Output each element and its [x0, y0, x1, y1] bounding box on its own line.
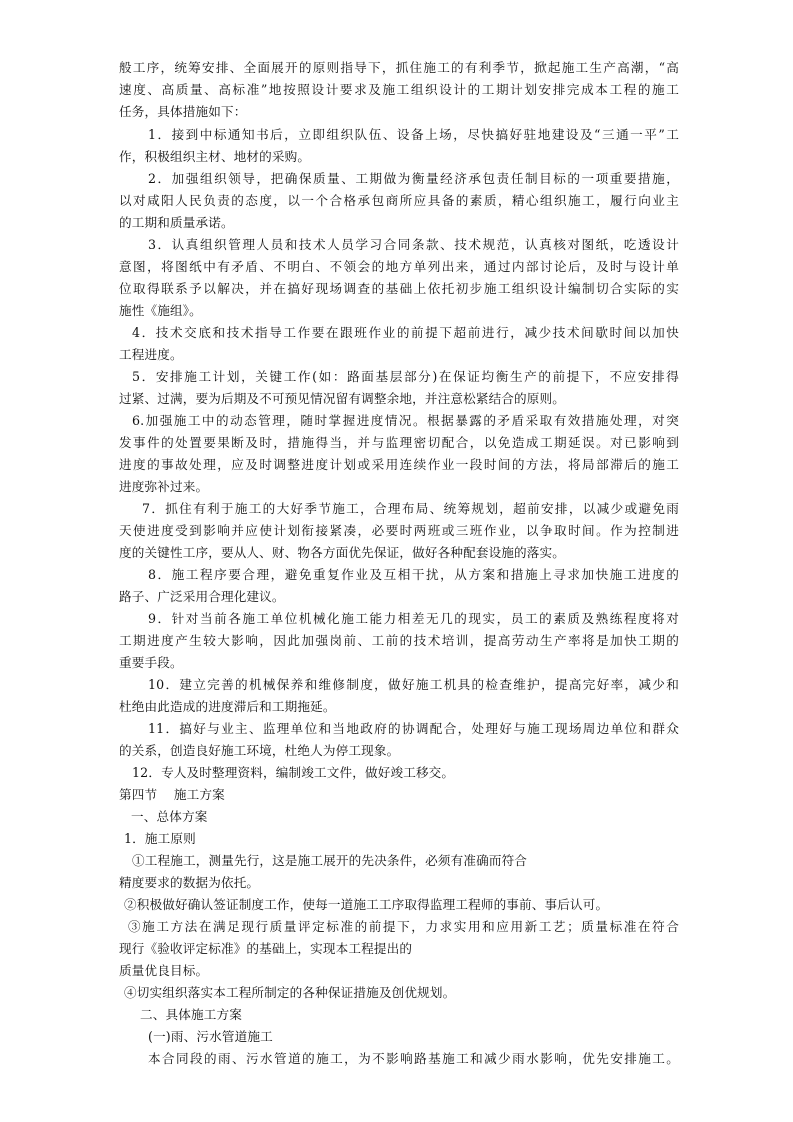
text-line: 9．针对当前各施工单位机械化施工能力相差无几的现实，员工的素质及熟练程度将对	[148, 611, 679, 626]
text-line: 12．专人及时整理资料，编制竣工文件，做好竣工移交。	[132, 765, 455, 780]
subsection-heading: 一、总体方案	[131, 809, 208, 824]
text-line: 工程进度。	[119, 347, 183, 362]
text-line: 精度要求的数据为依托。	[119, 875, 260, 890]
text-line: 1．施工原则	[124, 831, 196, 846]
text-line: 发事件的处置要果断及时，措施得当，并与监理密切配合，以免造成工期延误。对已影响到	[119, 435, 679, 450]
text-line: 般工序，统筹安排、全面展开的原则指导下，抓住施工的有利季节，掀起施工生产高潮，“高	[119, 60, 679, 75]
text-line: 8．施工程序要合理，避免重复作业及互相干扰，从方案和措施上寻求加快施工进度的	[148, 567, 679, 582]
text-line: 任务，具体措施如下：	[119, 104, 247, 119]
text-line: 天使进度受到影响并应使计划衔接紧凑，必要时两班或三班作业，以争取时间。作为控制进	[119, 523, 679, 538]
text-line: 进度弥补过来。	[119, 479, 209, 494]
section-heading: 第四节 施工方案	[119, 787, 225, 802]
text-line: 施性《施组》。	[119, 303, 202, 318]
text-line: 本合同段的雨、污水管道的施工，为不影响路基施工和减少雨水影响，优先安排施工。	[148, 1051, 679, 1066]
subsection-heading: (一)雨、污水管道施工	[148, 1029, 273, 1044]
text-line: 3．认真组织管理人员和技术人员学习合同条款、技术规范，认真核对图纸，吃透设计	[148, 237, 679, 252]
text-line: 6.加强施工中的动态管理，随时掌握进度情况。根据暴露的矛盾采取有效措施处理，对突	[132, 413, 679, 428]
text-line: ④切实组织落实本工程所制定的各种保证措施及创优规划。	[124, 985, 456, 1000]
text-line: 10．建立完善的机械保养和维修制度，做好施工机具的检查维护，提高完好率，减少和	[148, 677, 679, 692]
text-line: 以对咸阳人民负责的态度，以一个合格承包商所应具备的素质，精心组织施工，履行向业主	[119, 193, 679, 208]
text-line: 2．加强组织领导，把确保质量、工期做为衡量经济承包责任制目标的一项重要措施，	[148, 171, 679, 186]
text-line: 11．搞好与业主、监理单位和当地政府的协调配合，处理好与施工现场周边单位和群众	[148, 721, 679, 736]
text-line: 工期进度产生较大影响，因此加强岗前、工前的技术培训，提高劳动生产率将是加快工期的	[119, 633, 679, 648]
text-line: 现行《验收评定标准》的基础上，实现本工程提出的	[119, 941, 413, 956]
text-line: 杜绝由此造成的进度滞后和工期拖延。	[119, 699, 336, 714]
text-line: 作，积极组织主材、地材的采购。	[119, 149, 311, 164]
text-line: ③施工方法在满足现行质量评定标准的前提下，力求实用和应用新工艺；质量标准在符合	[128, 919, 679, 934]
subsection-heading: 二、具体施工方案	[140, 1007, 242, 1022]
text-line: 过紧、过满，要为后期及不可预见情况留有调整余地，并注意松紧结合的原则。	[119, 391, 566, 406]
text-line: 进度的事故处理，应及时调整进度计划或采用连续作业一段时间的方法，将局部滞后的施工	[119, 457, 679, 472]
text-line: 质量优良目标。	[119, 963, 209, 978]
text-line: ①工程施工，测量先行，这是施工展开的先决条件，必须有准确而符合	[132, 853, 528, 868]
text-line: 4．技术交底和技术指导工作要在跟班作业的前提下超前进行，减少技术间歇时间以加快	[132, 325, 679, 340]
text-line: 的工期和质量承诺。	[119, 215, 234, 230]
text-line: 位取得联系予以解决，并在搞好现场调查的基础上依托初步施工组织设计编制切合实际的实	[119, 281, 679, 296]
text-line: 1．接到中标通知书后，立即组织队伍、设备上场，尽快搞好驻地建设及“三通一平”工	[148, 127, 679, 142]
text-line: 重要手段。	[119, 655, 183, 670]
text-line: 5．安排施工计划，关键工作(如：路面基层部分)在保证均衡生产的前提下，不应安排得	[132, 369, 679, 384]
text-line: 意图，将图纸中有矛盾、不明白、不领会的地方单列出来，通过内部讨论后，及时与设计单	[119, 259, 679, 274]
text-line: ②积极做好确认签证制度工作，使每一道施工工序取得监理工程师的事前、事后认可。	[124, 897, 609, 912]
text-line: 度的关键性工序，要从人、财、物各方面优先保证，做好各种配套设施的落实。	[119, 545, 566, 560]
text-line: 的关系，创造良好施工环境，杜绝人为停工现象。	[119, 743, 400, 758]
text-line: 路子、广泛采用合理化建议。	[119, 589, 285, 604]
text-line: 速度、高质量、高标准”地按照设计要求及施工组织设计的工期计划安排完成本工程的施工	[119, 82, 679, 97]
text-line: 7．抓住有利于施工的大好季节施工，合理布局、统筹规划，超前安排，以减少或避免雨	[142, 501, 679, 516]
